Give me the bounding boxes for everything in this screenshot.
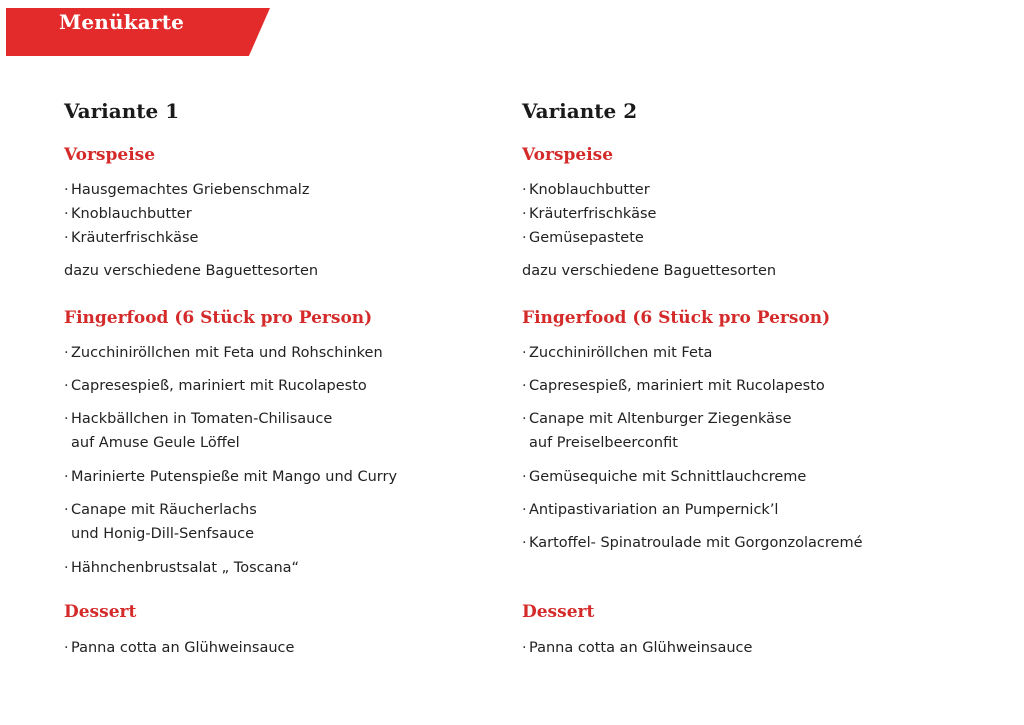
section-heading-fingerfood: Fingerfood (6 Stück pro Person)	[522, 308, 831, 328]
list-item: · Antipastivariation an Pumpernick’l	[522, 498, 778, 522]
bullet-icon: ·	[64, 378, 69, 394]
variant-title: Variante 2	[522, 99, 638, 123]
bullet-icon: ·	[522, 640, 527, 656]
list-item: · Marinierte Putenspieße mit Mango und Curry	[64, 465, 397, 489]
list-item: · Capresespieß, mariniert mit Rucolapesto	[522, 374, 825, 398]
list-item: · Panna cotta an Glühweinsauce	[522, 636, 752, 660]
list-item: · Kräuterfrischkäse	[64, 226, 198, 250]
bullet-icon: ·	[64, 640, 69, 656]
list-item: · Canape mit Altenburger Ziegenkäse auf Preiselbeerconfit	[522, 407, 792, 455]
list-item: · Zucchiniröllchen mit Feta und Rohschinken	[64, 341, 383, 365]
bullet-icon: ·	[64, 502, 69, 518]
list-item: · Capresespieß, mariniert mit Rucolapesto	[64, 374, 367, 398]
bullet-icon: ·	[64, 411, 69, 427]
list-item: · Knoblauchbutter	[522, 178, 650, 202]
bullet-icon: ·	[522, 502, 527, 518]
bullet-icon: ·	[64, 469, 69, 485]
bullet-icon: ·	[64, 230, 69, 246]
list-item: · Kartoffel- Spinatroulade mit Gorgonzolacremé	[522, 531, 863, 555]
list-item: · Hackbällchen in Tomaten-Chilisauce auf Amuse Geule Löffel	[64, 407, 332, 455]
variant-column-1	[64, 0, 504, 725]
bullet-icon: ·	[522, 469, 527, 485]
bullet-icon: ·	[522, 230, 527, 246]
list-item: · Hähnchenbrustsalat „ Toscana“	[64, 556, 299, 580]
section-heading-vorspeise: Vorspeise	[522, 145, 614, 165]
bullet-icon: ·	[522, 182, 527, 198]
side-note: dazu verschiedene Baguettesorten	[522, 263, 777, 279]
bullet-icon: ·	[64, 182, 69, 198]
list-item: · Canape mit Räucherlachs und Honig-Dill-Senfsauce	[64, 498, 257, 546]
section-heading-dessert: Dessert	[64, 602, 137, 622]
list-item: · Gemüsequiche mit Schnittlauchcreme	[522, 465, 806, 489]
side-note: dazu verschiedene Baguettesorten	[64, 263, 319, 279]
bullet-icon: ·	[64, 560, 69, 576]
list-item: · Kräuterfrischkäse	[522, 202, 656, 226]
list-item: · Knoblauchbutter	[64, 202, 192, 226]
page-title: Menükarte	[59, 10, 185, 34]
bullet-icon: ·	[522, 378, 527, 394]
section-heading-vorspeise: Vorspeise	[64, 145, 156, 165]
section-heading-dessert: Dessert	[522, 602, 595, 622]
bullet-icon: ·	[64, 206, 69, 222]
bullet-icon: ·	[522, 411, 527, 427]
list-item: · Zucchiniröllchen mit Feta	[522, 341, 712, 365]
list-item: · Gemüsepastete	[522, 226, 644, 250]
bullet-icon: ·	[64, 345, 69, 361]
list-item: · Panna cotta an Glühweinsauce	[64, 636, 294, 660]
bullet-icon: ·	[522, 206, 527, 222]
variant-title: Variante 1	[64, 99, 180, 123]
section-heading-fingerfood: Fingerfood (6 Stück pro Person)	[64, 308, 373, 328]
list-item: · Hausgemachtes Griebenschmalz	[64, 178, 309, 202]
variant-column-2	[522, 0, 962, 725]
bullet-icon: ·	[522, 345, 527, 361]
bullet-icon: ·	[522, 535, 527, 551]
